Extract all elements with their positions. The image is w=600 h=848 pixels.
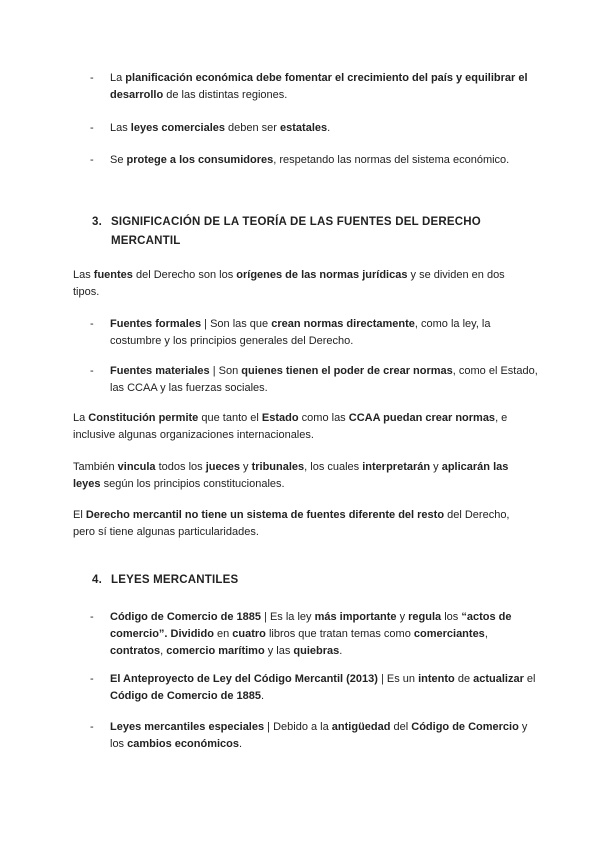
list-item-text: La planificación económica debe fomentar el crecimiento del país y equilibrar el desarrollo de las distintas regiones. [110,72,528,101]
bullet-dash: - [90,72,94,84]
section-3-heading [92,213,532,251]
section-number: 4. [92,574,102,586]
list-item-text: Fuentes materiales | Son quienes tienen el poder de crear normas, como el Estado, las CCAA y las fuerzas sociales. [110,365,538,394]
paragraph: También vincula todos los jueces y tribunales, los cuales interpretarán y aplicarán las leyes según los principios constitucionales. [73,461,509,490]
list-item [90,316,540,350]
bullet-dash: - [90,611,94,623]
list-item-text: Fuentes formales | Son las que crean normas directamente, como la ley, la costumbre y los principios generales del Derecho. [110,318,491,347]
section-title-line1: SIGNIFICACIÓN DE LA TEORÍA DE LAS FUENTES DEL DERECHO [111,216,481,228]
bullet-dash: - [90,318,94,330]
list-item-text: Se protege a los consumidores, respetando las normas del sistema económico. [110,154,510,166]
list-item [90,70,540,104]
list-item-text: Las leyes comerciales deben ser estatales. [110,122,331,134]
list-item-text: Leyes mercantiles especiales | Debido a la antigüedad del Código de Comercio y los cambios económicos. [110,721,528,750]
bullet-dash: - [90,122,94,134]
section-title-line2: MERCANTIL [111,235,181,247]
list-item [90,152,540,169]
list-item-text: El Anteproyecto de Ley del Código Mercantil (2013) | Es un intento de actualizar el Código de Comercio de 1885. [110,673,536,702]
paragraph: La Constitución permite que tanto el Estado como las CCAA puedan crear normas, e inclusive algunas organizaciones internacionales. [73,412,508,441]
list-item [90,671,540,705]
list-item [90,363,540,397]
section-4-heading [92,571,532,590]
bullet-dash: - [90,673,94,685]
list-item [90,609,540,660]
bullet-dash: - [90,154,94,166]
bullet-dash: - [90,721,94,733]
section-number: 3. [92,216,102,228]
list-item [90,719,540,753]
bullet-dash: - [90,365,94,377]
paragraph: Las fuentes del Derecho son los orígenes de las normas jurídicas y se dividen en dos tipos. [73,269,505,298]
section-title: LEYES MERCANTILES [111,574,239,586]
paragraph: El Derecho mercantil no tiene un sistema de fuentes diferente del resto del Derecho, pero sí tiene algunas particularidades. [73,509,510,538]
list-item-text: Código de Comercio de 1885 | Es la ley más importante y regula los “actos de comercio”. Dividido en cuatro libros que tratan temas como comerciantes, contratos, comercio marítimo y las quiebras. [110,611,512,657]
list-item [90,120,540,137]
